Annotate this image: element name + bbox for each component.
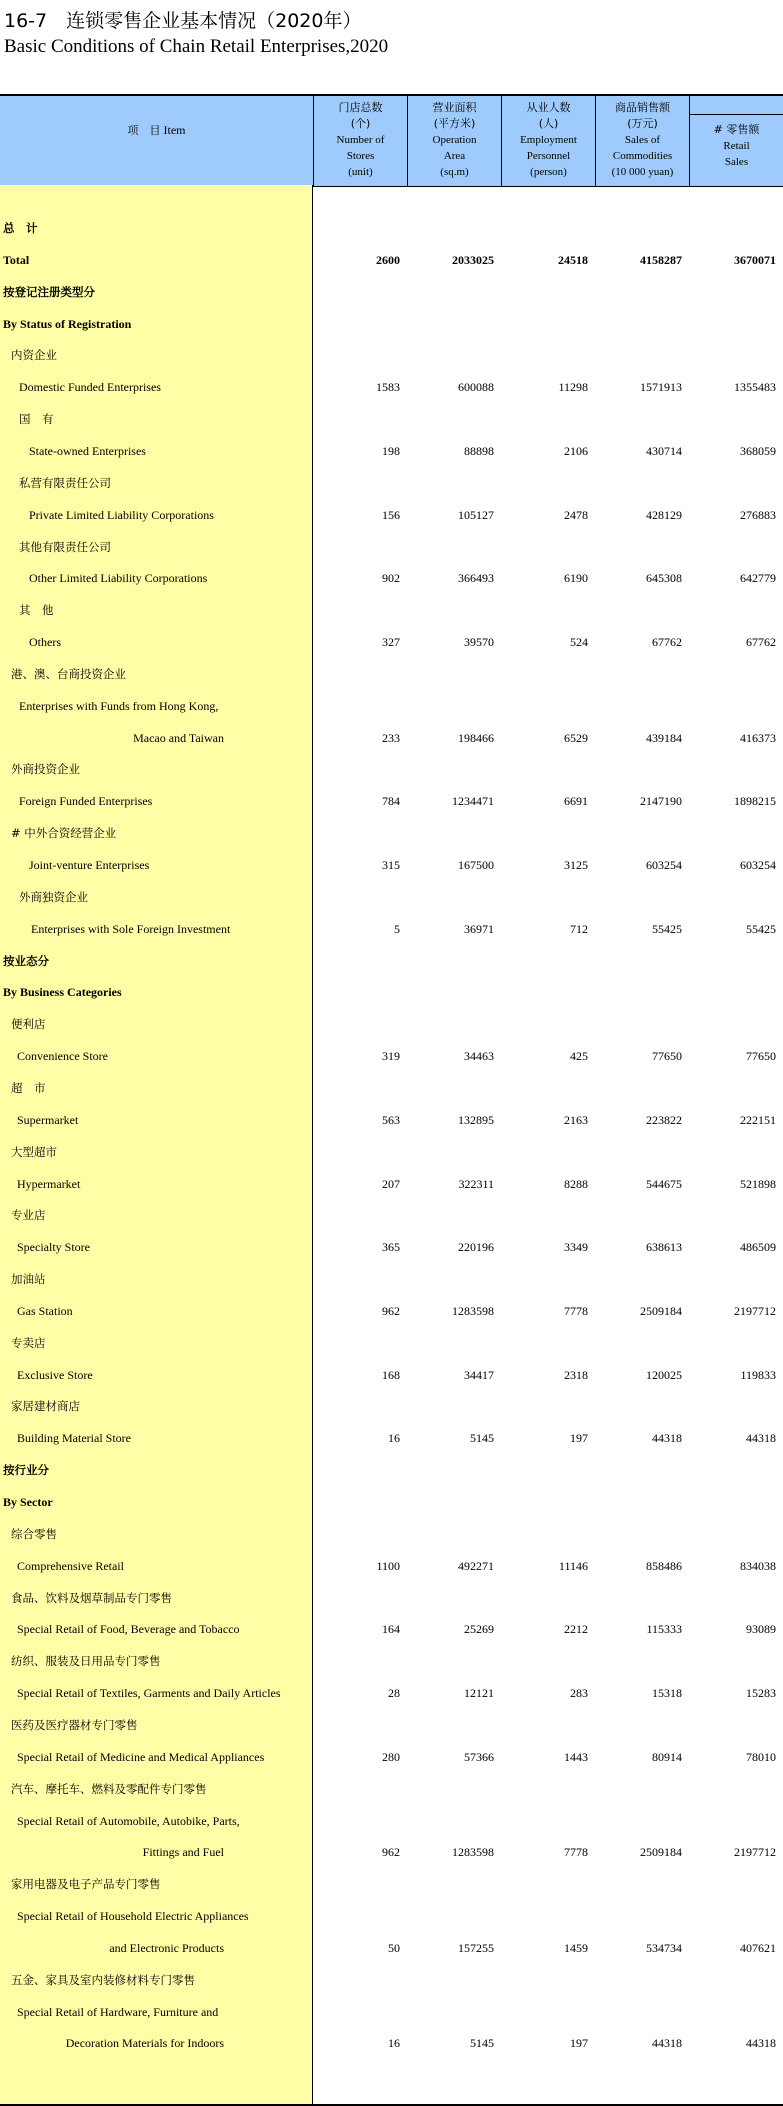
header-line: Personnel [526,150,571,162]
area-value: 5145 [470,2036,494,2051]
row-label: By Status of Registration [3,316,132,331]
retail-value: 603254 [740,858,776,872]
header-line: (万元) [627,117,658,130]
row-label: 其他有限责任公司 [19,539,111,554]
area-value: 57366 [464,1749,494,1764]
row-label: 按登记注册类型分 [3,284,95,299]
table-row [0,531,783,563]
sales-value: 44318 [652,2036,682,2051]
area-value: 39570 [464,635,494,650]
row-label: 五金、家具及室内装修材料专门零售 [11,1972,195,1987]
personnel-value: 2212 [564,1622,588,1637]
sales-value: 544675 [646,1176,682,1191]
row-label: 医药及医疗器材专门零售 [11,1717,138,1732]
header-retail [689,96,783,186]
header-line: Employment [520,134,577,146]
table-row [0,1677,783,1709]
header-line: # 零售额 [713,123,760,136]
personnel-value: 6529 [564,730,588,745]
table-row [0,1008,783,1040]
header-line: 门店总数 [338,101,383,114]
table-row [0,1836,783,1868]
personnel-value: 11146 [558,1558,588,1573]
table-row [0,1295,783,1327]
table-row [0,785,783,817]
header-item-en: Item [163,123,186,137]
table-row [0,753,783,785]
retail-value: 77650 [746,1049,776,1064]
retail-value: 2197712 [734,1303,776,1318]
area-value: 322311 [458,1176,494,1191]
area-value: 34417 [464,1367,494,1382]
retail-value: 3670071 [734,252,776,267]
area-value: 167500 [458,858,494,872]
personnel-value: 283 [570,1686,588,1701]
retail-value: 276883 [740,507,776,522]
stores-value: 280 [382,1749,400,1764]
retail-value: 1355483 [734,380,776,395]
area-value: 25269 [464,1622,494,1637]
area-value: 1234471 [452,794,494,809]
row-label: Comprehensive Retail [17,1558,124,1573]
retail-value: 78010 [746,1749,776,1764]
header-line: (person) [530,166,567,178]
header-line: Retail [723,140,750,152]
row-label: Hypermarket [17,1176,81,1191]
personnel-value: 7778 [564,1303,588,1318]
row-label: Special Retail of Household Electric Appliances [17,1909,249,1924]
table-row [0,1263,783,1295]
personnel-value: 2106 [564,443,588,458]
stores-value: 962 [382,1845,400,1860]
table-row [0,1996,783,2028]
row-label: 国 有 [19,412,54,427]
sales-value: 603254 [646,858,682,872]
area-value: 5145 [470,1431,494,1446]
row-label: 食品、饮料及烟草制品专门零售 [11,1590,172,1605]
personnel-value: 8288 [564,1176,588,1191]
area-value: 132895 [458,1112,494,1127]
table-row [0,913,783,945]
personnel-value: 425 [570,1049,588,1064]
sales-value: 638613 [646,1240,682,1255]
area-value: 220196 [458,1240,494,1255]
retail-value: 67762 [746,635,776,650]
row-label: and Electronic Products [109,1940,224,1955]
header-line: (平方米) [433,117,476,130]
table-row [0,1773,783,1805]
table-row [0,562,783,594]
sales-value: 55425 [652,921,682,936]
personnel-value: 2318 [564,1367,588,1382]
personnel-value: 2478 [564,507,588,522]
row-label: Total [3,252,30,267]
header-line: Sales [724,156,749,168]
row-label: 专卖店 [11,1335,46,1350]
row-label: By Sector [3,1495,53,1509]
table-row [0,1645,783,1677]
row-label: 家居建材商店 [11,1399,80,1414]
row-label: Gas Station [17,1303,73,1318]
sales-value: 2509184 [640,1303,682,1318]
area-value: 492271 [458,1558,494,1573]
row-label: Special Retail of Medicine and Medical Appliances [17,1749,265,1764]
table-row [0,1709,783,1741]
header-sales [595,96,689,186]
row-label: Special Retail of Automobile, Autobike, Parts, [17,1813,240,1828]
row-label: Other Limited Liability Corporations [29,571,208,586]
personnel-value: 197 [570,2036,588,2051]
table-row [0,276,783,308]
header-item [0,96,313,186]
area-value: 88898 [464,443,494,458]
area-value: 366493 [458,571,494,586]
sales-value: 4158287 [640,252,682,267]
row-label: State-owned Enterprises [29,443,146,458]
row-label: 内资企业 [11,348,57,363]
table-row [0,1900,783,1932]
header-line: (sq.m) [440,166,469,178]
personnel-value: 2163 [564,1112,588,1127]
table-row [0,499,783,531]
table-row [0,690,783,722]
row-label: Enterprises with Sole Foreign Investment [31,921,231,936]
table-row [0,1582,783,1614]
header-personnel [501,96,595,186]
row-label: Building Material Store [17,1431,131,1446]
row-label: Convenience Store [17,1049,108,1064]
stores-value: 315 [382,858,400,872]
sales-value: 15318 [652,1686,682,1701]
sales-value: 1571913 [640,380,682,395]
table-row [0,403,783,435]
area-value: 198466 [458,730,494,745]
row-label: Exclusive Store [17,1367,93,1382]
header-line: Sales of [624,134,661,146]
row-label: # 中外合资经营企业 [11,826,117,841]
row-label: Enterprises with Funds from Hong Kong, [19,698,219,713]
header-line: Number of [336,134,385,146]
header-item-cn: 项 目 [127,124,161,137]
header-line: Commodities [612,150,673,162]
stores-value: 16 [388,1431,400,1446]
stores-value: 962 [382,1303,400,1318]
table-row [0,722,783,754]
stores-value: 1583 [376,380,400,395]
stores-value: 50 [388,1940,400,1955]
personnel-value: 24518 [558,252,588,267]
table-row [0,1040,783,1072]
table-row [0,2027,783,2059]
table-row [0,1359,783,1391]
header-line: Operation [432,134,477,146]
table-row [0,1104,783,1136]
stores-value: 327 [382,635,400,650]
retail-value: 521898 [740,1176,776,1191]
row-label: Decoration Materials for Indoors [65,2036,224,2051]
area-value: 34463 [464,1049,494,1064]
row-label: 按业态分 [3,953,49,968]
table-row [0,1550,783,1582]
table-row [0,849,783,881]
table-title-chinese: 16-7 连锁零售企业基本情况（2020年） [4,10,362,32]
sales-value: 67762 [652,635,682,650]
table-row [0,1454,783,1486]
stores-value: 207 [382,1176,400,1191]
sales-value: 428129 [646,507,682,522]
header-line: 从业人数 [526,101,571,114]
table-row [0,435,783,467]
table-row [0,1390,783,1422]
row-label: Specialty Store [17,1240,90,1255]
row-label: 汽车、摩托车、燃料及零配件专门零售 [11,1781,207,1796]
sales-value: 115333 [646,1622,682,1637]
personnel-value: 1459 [564,1940,588,1955]
stores-value: 156 [382,507,400,522]
sales-value: 223822 [646,1112,682,1127]
header-line: 商品销售额 [615,101,670,114]
row-label: 家用电器及电子产品专门零售 [11,1877,161,1892]
retail-value: 834038 [740,1558,776,1573]
retail-value: 44318 [746,2036,776,2051]
retail-value: 44318 [746,1431,776,1446]
row-label: By Business Categories [3,985,122,1000]
row-label: Joint-venture Enterprises [29,858,150,872]
area-value: 12121 [464,1686,494,1701]
retail-value: 642779 [740,571,776,586]
personnel-value: 11298 [558,380,588,395]
area-value: 1283598 [452,1845,494,1860]
row-label: 外商独资企业 [19,889,88,904]
area-value: 600088 [458,380,494,395]
row-label: 私营有限责任公司 [19,475,111,490]
table-row [0,1136,783,1168]
table-row [0,1805,783,1837]
row-label: Private Limited Liability Corporations [29,507,214,522]
personnel-value: 712 [570,921,588,936]
table-row [0,1613,783,1645]
stores-value: 365 [382,1240,400,1255]
row-label: Macao and Taiwan [133,730,224,745]
table-title-english: Basic Conditions of Chain Retail Enterprises,2020 [4,36,389,57]
stores-value: 164 [382,1622,400,1637]
sales-value: 534734 [646,1940,682,1955]
row-label: 总 计 [3,221,38,235]
retail-value: 368059 [740,443,776,458]
sales-value: 44318 [652,1431,682,1446]
table-row [0,594,783,626]
table-row [0,371,783,403]
table-row [0,1741,783,1773]
retail-value: 93089 [746,1622,776,1637]
personnel-value: 7778 [564,1845,588,1860]
stores-value: 168 [382,1367,400,1382]
area-value: 2033025 [452,252,494,267]
table-row [0,1964,783,1996]
row-label: Others [29,635,61,650]
area-value: 36971 [464,921,494,936]
row-label: 纺织、服装及日用品专门零售 [11,1654,161,1669]
header-stores [313,96,407,186]
sales-value: 858486 [646,1558,682,1573]
table-row [0,881,783,913]
personnel-value: 524 [570,635,588,650]
sales-value: 430714 [646,443,682,458]
header-line: (个) [350,117,371,130]
stores-value: 784 [382,794,400,809]
personnel-value: 6691 [564,794,588,809]
personnel-value: 6190 [564,571,588,586]
table-row [0,467,783,499]
row-label: Supermarket [17,1112,79,1127]
row-label: Special Retail of Food, Beverage and Tobacco [17,1622,240,1637]
row-label: Foreign Funded Enterprises [19,794,153,809]
row-label: 便利店 [11,1017,46,1032]
table-row [0,817,783,849]
sales-value: 77650 [652,1049,682,1064]
row-label: Special Retail of Textiles, Garments and Daily Articles [17,1686,281,1701]
sales-value: 2147190 [640,794,682,809]
sales-value: 2509184 [640,1845,682,1860]
table-row [0,339,783,371]
header-area [407,96,501,186]
stores-value: 2600 [376,252,400,267]
table-row [0,945,783,977]
sales-value: 645308 [646,571,682,586]
header-line: (unit) [348,166,373,178]
area-value: 105127 [458,507,494,522]
stores-value: 1100 [376,1558,400,1573]
row-label: Fittings and Fuel [142,1845,224,1860]
row-label: 超 市 [11,1080,46,1095]
table-row [0,1486,783,1518]
row-label: 外商投资企业 [11,762,80,777]
table-row [0,626,783,658]
header-line: (人) [538,117,559,130]
table-row [0,212,783,244]
retail-value: 1898215 [734,794,776,809]
retail-value: 119833 [740,1367,776,1382]
sales-value: 439184 [646,730,682,745]
row-label: Domestic Funded Enterprises [19,380,161,395]
retail-value: 407621 [740,1940,776,1955]
retail-value: 2197712 [734,1845,776,1860]
header-line: Stores [346,150,375,162]
sales-value: 80914 [652,1749,682,1764]
row-label: 综合零售 [11,1526,57,1541]
stores-value: 233 [382,730,400,745]
stores-value: 319 [382,1049,400,1064]
table-row [0,1231,783,1263]
table-row [0,1072,783,1104]
retail-value: 486509 [740,1240,776,1255]
stores-value: 5 [394,921,400,936]
row-label: Special Retail of Hardware, Furniture and [17,2004,219,2019]
retail-value: 222151 [740,1112,776,1127]
personnel-value: 3349 [564,1240,588,1255]
area-value: 157255 [458,1940,494,1955]
personnel-value: 3125 [564,858,588,872]
stores-value: 28 [388,1686,400,1701]
sales-value: 120025 [646,1367,682,1382]
retail-value: 55425 [746,921,776,936]
area-value: 1283598 [452,1303,494,1318]
header-line: Area [443,150,466,162]
table-row [0,1932,783,1964]
personnel-value: 197 [570,1431,588,1446]
header-line: (10 000 yuan) [611,166,674,178]
row-label: 其 他 [19,603,54,618]
row-label: 专业店 [11,1208,46,1223]
table-row [0,1518,783,1550]
table-row [0,976,783,1008]
table-row [0,244,783,276]
row-label: 大型超市 [11,1144,57,1159]
table-row [0,1422,783,1454]
table-row [0,1199,783,1231]
table-header [0,94,783,187]
stores-value: 902 [382,571,400,586]
row-label: 按行业分 [3,1463,49,1478]
stores-value: 16 [388,2036,400,2051]
row-label: 港、澳、台商投资企业 [11,666,126,681]
header-line: 营业面积 [432,101,477,114]
table-row [0,658,783,690]
retail-value: 15283 [746,1686,776,1701]
row-label: 加油站 [11,1272,46,1287]
personnel-value: 1443 [564,1749,588,1764]
table-row [0,308,783,340]
table-row [0,1168,783,1200]
table-row [0,1868,783,1900]
stores-value: 198 [382,443,400,458]
table-row [0,1327,783,1359]
stores-value: 563 [382,1112,400,1127]
retail-value: 416373 [740,730,776,745]
